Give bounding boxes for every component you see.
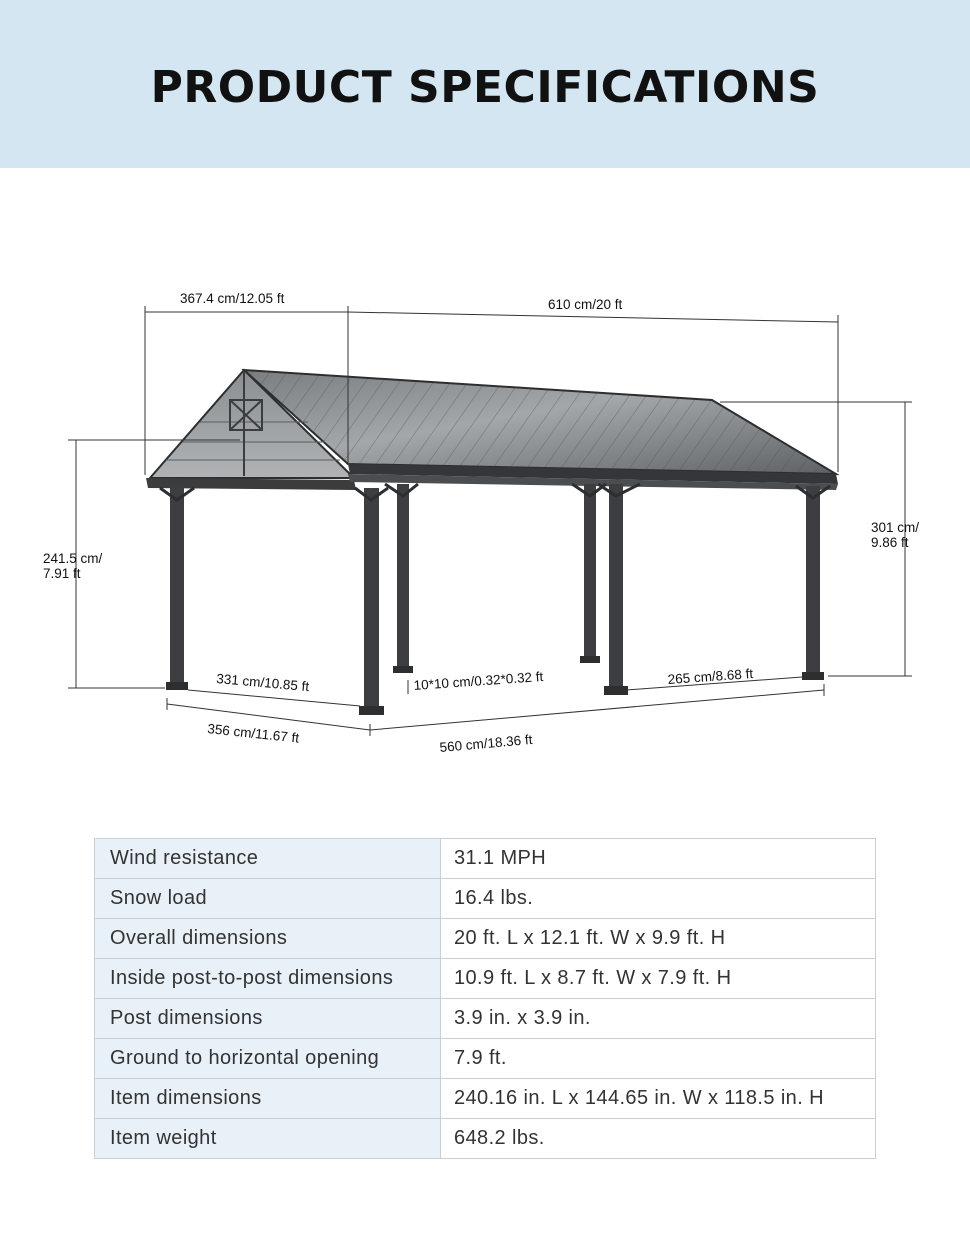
spec-row [95,839,876,879]
gazebo-diagram [0,260,970,780]
spec-label: Overall dimensions [95,919,441,959]
spec-value: 240.16 in. L x 144.65 in. W x 118.5 in. H [441,1079,876,1119]
dim-outer-side-length: 560 cm/18.36 ft [438,731,533,755]
spec-row [95,1079,876,1119]
dim-top-front-depth: 367.4 cm/12.05 ft [180,291,285,306]
dim-outer-front-width: 356 cm/11.67 ft [206,721,300,746]
post [609,484,623,690]
dim-top-length: 610 cm/20 ft [548,297,623,312]
post [584,484,596,660]
dim-height-left-2: 7.91 ft [43,566,81,581]
spec-row [95,1119,876,1159]
spec-row [95,999,876,1039]
spec-value: 7.9 ft. [441,1039,876,1079]
post [806,486,820,676]
spec-row [95,919,876,959]
dim-height-right-1: 301 cm/ [871,520,920,535]
spec-label: Wind resistance [95,839,441,879]
spec-label: Ground to horizontal opening [95,1039,441,1079]
dim-inner-front-width: 331 cm/10.85 ft [215,671,310,695]
gazebo-illustration [146,370,838,715]
spec-label: Post dimensions [95,999,441,1039]
dim-height-right-2: 9.86 ft [871,535,909,550]
post [397,484,409,670]
page-title: PRODUCT SPECIFICATIONS [150,62,820,113]
spec-row [95,1039,876,1079]
dim-post-size: 10*10 cm/0.32*0.32 ft [413,668,544,693]
spec-value: 20 ft. L x 12.1 ft. W x 9.9 ft. H [441,919,876,959]
spec-label: Item dimensions [95,1079,441,1119]
post [364,488,379,710]
dim-height-left-1: 241.5 cm/ [43,551,103,566]
post [170,486,184,686]
dimension-lines [68,306,912,736]
spec-label: Item weight [95,1119,441,1159]
spec-label: Inside post-to-post dimensions [95,959,441,999]
spec-value: 31.1 MPH [441,839,876,879]
spec-value: 648.2 lbs. [441,1119,876,1159]
spec-value: 10.9 ft. L x 8.7 ft. W x 7.9 ft. H [441,959,876,999]
spec-label: Snow load [95,879,441,919]
spec-value: 16.4 lbs. [441,879,876,919]
spec-value: 3.9 in. x 3.9 in. [441,999,876,1039]
spec-row [95,959,876,999]
spec-table [94,838,876,1159]
dim-inner-side-length: 265 cm/8.68 ft [667,666,754,687]
spec-row [95,879,876,919]
header-banner [0,0,970,168]
